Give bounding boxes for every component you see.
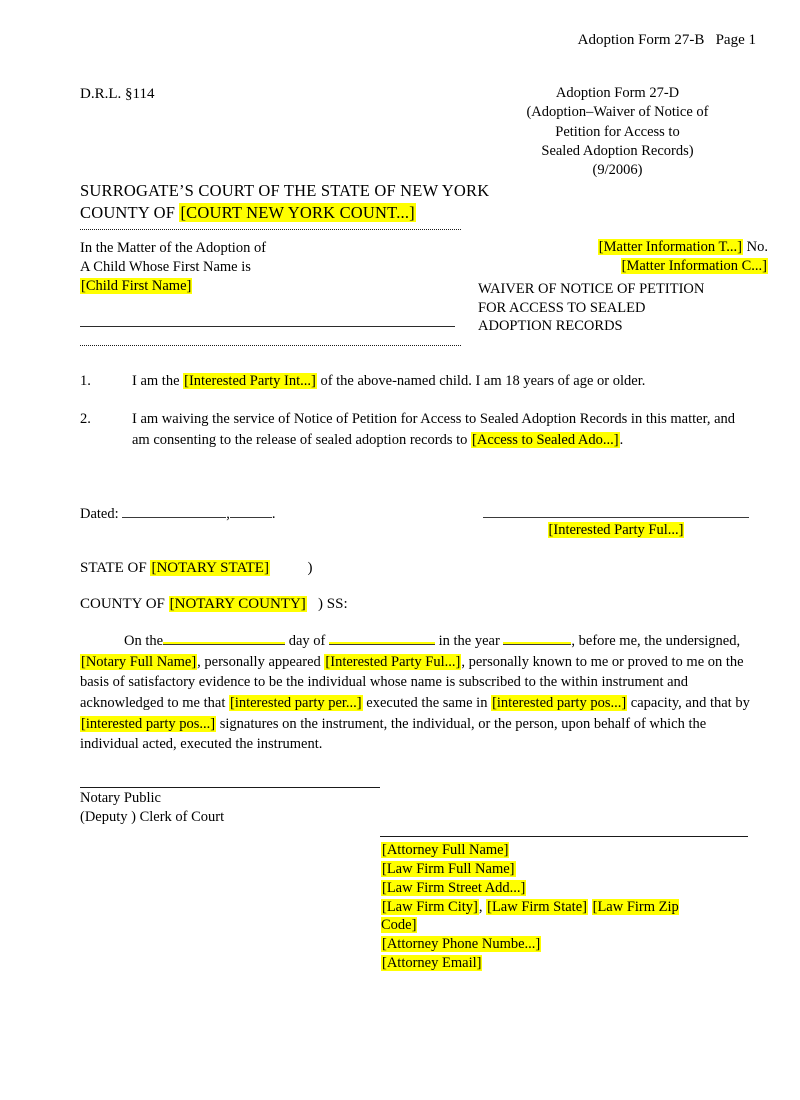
venue-state-line	[80, 559, 312, 578]
matter-number-field[interactable]: [Matter Information C...]	[621, 257, 767, 274]
signature-name-line	[483, 521, 749, 540]
document-title-line-3: ADOPTION RECORDS	[478, 318, 623, 335]
county-of-label-notary: COUNTY OF	[80, 596, 169, 612]
caption-child-name-line	[80, 277, 460, 296]
attorney-email-line	[381, 954, 711, 973]
form-title-line-3: Petition for Access to	[555, 123, 680, 140]
caption-bottom-dotted-rule	[80, 345, 461, 346]
ack-text-2: day of	[285, 632, 329, 649]
notary-state-field[interactable]: [NOTARY STATE]	[151, 560, 269, 576]
county-of-label: COUNTY OF	[80, 202, 180, 222]
court-county-field[interactable]: [COURT NEW YORK COUNT...]	[180, 202, 415, 222]
state-paren: )	[269, 560, 313, 576]
law-firm-street-line	[381, 879, 711, 898]
form-title-line-2: (Adoption–Waiver of Notice of	[526, 104, 709, 121]
attorney-phone-line	[381, 935, 711, 954]
ack-text-3: in the year	[434, 632, 504, 649]
attorney-block	[381, 841, 711, 973]
interested-party-position-field-2[interactable]: [interested party pos...]	[81, 715, 216, 732]
paragraph-2-number: 2.	[80, 411, 91, 427]
matter-no-label: No.	[743, 239, 768, 255]
attorney-phone-number-field[interactable]: [Attorney Phone Numbe...]	[382, 936, 541, 953]
caption-line-2: A Child Whose First Name is	[80, 258, 251, 275]
document-title	[478, 280, 768, 337]
notary-county-field[interactable]: [NOTARY COUNTY]	[169, 596, 306, 612]
ack-interested-party-full-name-field[interactable]: [Interested Party Ful...]	[325, 653, 461, 670]
law-firm-city-field[interactable]: [Law Firm City]	[382, 898, 478, 915]
ack-text-4: , before me, the undersigned,	[571, 632, 741, 649]
state-of-label: STATE OF	[80, 560, 151, 576]
law-firm-zip-code-field[interactable]: [Law Firm Zip Code]	[381, 898, 679, 934]
form-title-line-1: Adoption Form 27-D	[555, 85, 680, 101]
ack-month-blank[interactable]	[329, 630, 435, 645]
statute-citation: D.R.L. §114	[80, 86, 155, 102]
law-firm-name-line	[381, 860, 711, 879]
dated-line	[80, 503, 276, 523]
caption-top-dotted-rule	[80, 229, 461, 230]
dated-year-blank[interactable]	[230, 503, 272, 518]
dated-comma: ,	[226, 505, 230, 522]
document-title-line-2: FOR ACCESS TO SEALED	[478, 299, 646, 316]
form-title-line-4: Sealed Adoption Records)	[541, 142, 694, 159]
paragraph-1-body	[132, 371, 752, 392]
ack-text-9: signatures on the instrument, the individual, or the person, upon behalf of which the individual acted, executed the instrument.	[80, 715, 707, 753]
matter-number-line	[478, 257, 768, 276]
notary-full-name-field[interactable]: [Notary Full Name]	[81, 653, 197, 670]
dated-label: Dated:	[80, 505, 123, 522]
ack-text-6: , personally known to me or proved to me on the basis of satisfactory evidence to be the individual whose name is subscribed to the within instrument and acknowledged to me that	[80, 653, 744, 711]
paragraph-1-number: 1.	[80, 373, 91, 389]
county-paren-ss: ) SS:	[306, 596, 348, 612]
paragraph-2	[80, 409, 752, 450]
form-title-block	[470, 84, 765, 180]
access-to-sealed-adoption-field[interactable]: [Access to Sealed Ado...]	[472, 431, 619, 448]
law-firm-city-state-zip-line	[381, 898, 711, 936]
signature-rule	[483, 517, 749, 518]
ack-text-8: capacity, and that by	[627, 694, 750, 711]
paragraph-2-text-after: .	[619, 431, 624, 448]
ack-text-1: On the	[124, 632, 164, 649]
document-title-line-1: WAIVER OF NOTICE OF PETITION	[478, 280, 705, 297]
matter-type-line	[478, 238, 768, 257]
court-county-line	[80, 202, 489, 224]
law-firm-street-address-field[interactable]: [Law Firm Street Add...]	[382, 879, 526, 896]
child-first-name-field[interactable]: [Child First Name]	[81, 277, 192, 294]
ack-day-blank[interactable]	[163, 630, 285, 645]
venue-county-line	[80, 595, 348, 614]
paragraph-2-body	[132, 409, 752, 450]
notary-signature-rule	[80, 787, 380, 788]
court-heading	[80, 180, 489, 224]
paragraph-1-text-after: of the above-named child. I am 18 years of age or older.	[316, 373, 646, 389]
ack-text-7: executed the same in	[362, 694, 492, 711]
dated-month-day-blank[interactable]	[122, 503, 226, 518]
city-state-comma: ,	[478, 898, 487, 915]
ack-text-5: , personally appeared	[197, 653, 325, 670]
running-header: Adoption Form 27-B Page 1	[577, 32, 756, 48]
law-firm-state-field[interactable]: [Law Firm State]	[487, 898, 587, 915]
attorney-email-field[interactable]: [Attorney Email]	[382, 955, 482, 972]
paragraph-1	[80, 371, 752, 392]
notary-signature-labels	[80, 789, 224, 826]
form-title-revision-date: (9/2006)	[592, 162, 643, 179]
interested-party-full-name-field[interactable]: [Interested Party Ful...]	[548, 522, 684, 538]
attorney-full-name-field[interactable]: [Attorney Full Name]	[382, 842, 509, 858]
caption-right-column	[478, 238, 768, 336]
attorney-block-rule	[380, 836, 748, 837]
caption-solid-rule	[80, 326, 455, 327]
attorney-name-line	[381, 841, 711, 860]
notary-acknowledgment	[80, 630, 752, 755]
interested-party-interest-field[interactable]: [Interested Party Int...]	[184, 373, 316, 389]
ack-year-blank[interactable]	[503, 630, 571, 645]
dated-period: .	[271, 505, 276, 522]
paragraph-1-text-before: I am the	[132, 373, 184, 389]
notary-public-label: Notary Public	[80, 790, 161, 806]
caption-left-column	[80, 239, 460, 296]
caption-line-1: In the Matter of the Adoption of	[80, 240, 267, 256]
court-name-line: SURROGATE’S COURT OF THE STATE OF NEW YORK	[80, 181, 490, 200]
law-firm-full-name-field[interactable]: [Law Firm Full Name]	[382, 860, 515, 877]
paragraph-2-text-before: I am waiving the service of Notice of Petition for Access to Sealed Adoption Records in this matter, and am consenting to the release of sealed adoption records to	[132, 411, 736, 448]
matter-type-field[interactable]: [Matter Information T...]	[598, 239, 743, 255]
interested-party-person-field[interactable]: [interested party per...]	[229, 694, 362, 711]
deputy-clerk-label: (Deputy ) Clerk of Court	[80, 808, 225, 825]
interested-party-position-field-1[interactable]: [interested party pos...]	[492, 694, 627, 711]
